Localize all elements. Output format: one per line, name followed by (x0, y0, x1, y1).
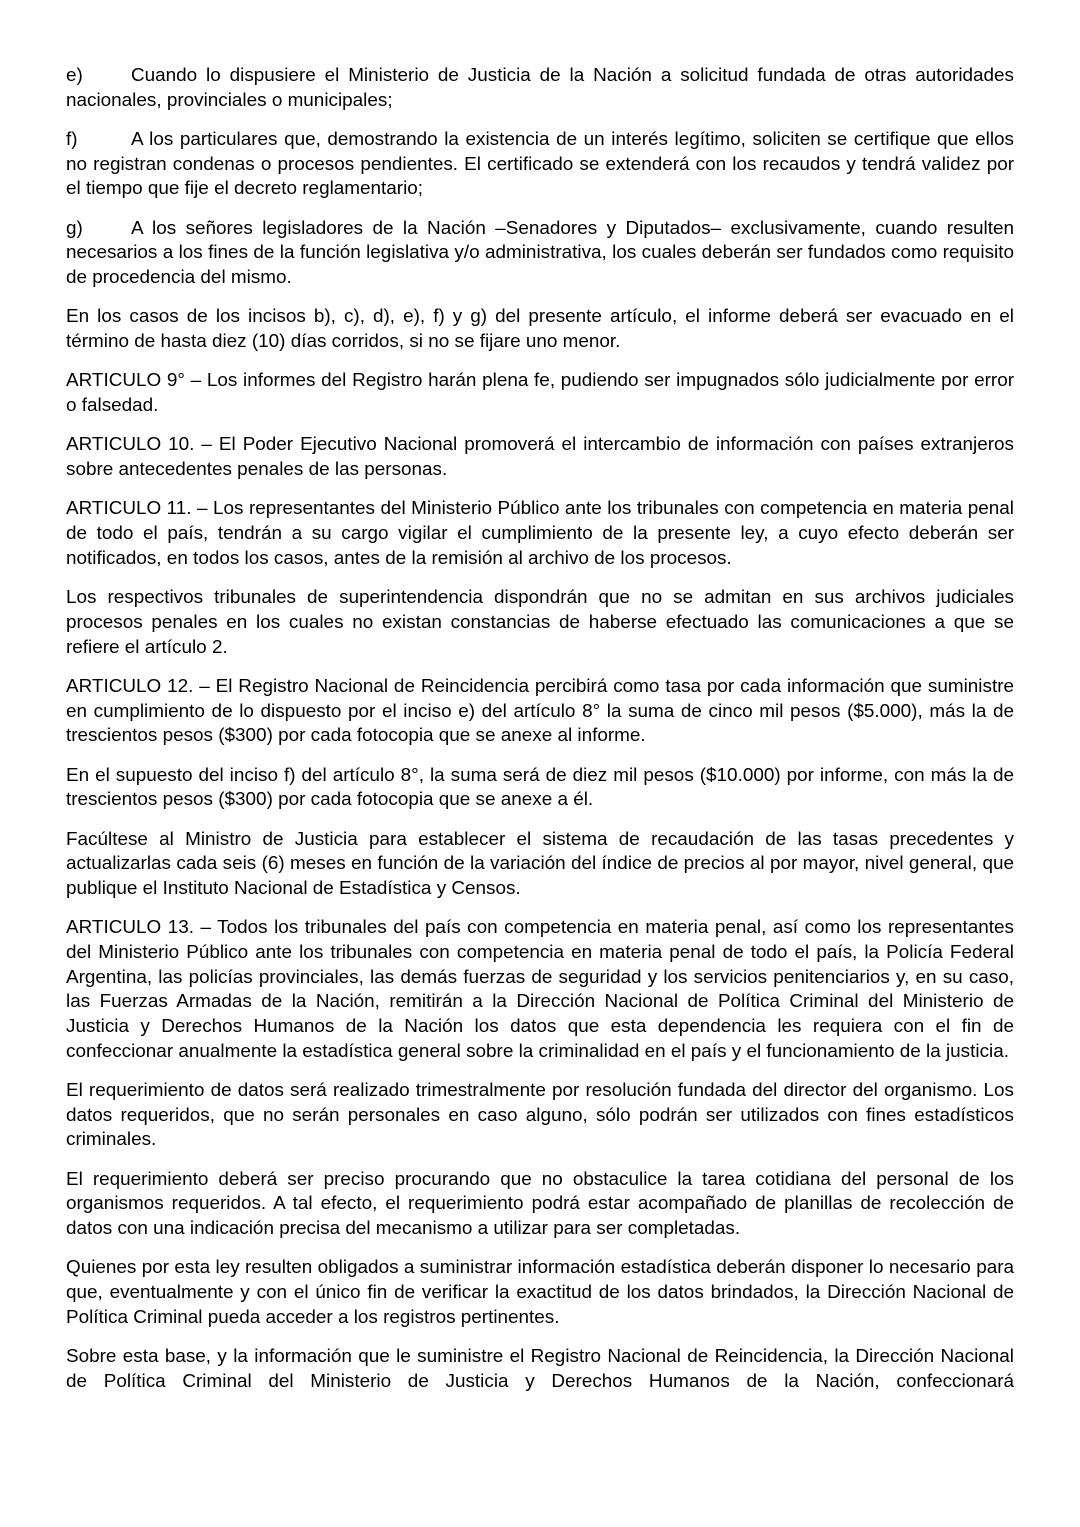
paragraph-requerimiento-datos: El requerimiento de datos será realizado trimestralmente por resolución fundada del director del organismo. Los datos requeridos, que no serán personales en caso alguno, sólo podrán ser utilizados con fines estadísticos criminales. (66, 1080, 1014, 1151)
inciso-e (66, 64, 1014, 113)
inciso-f-label: f) (66, 129, 78, 150)
paragraph-articulo-11: ARTICULO 11. – Los representantes del Ministerio Público ante los tribunales con competencia en materia penal de todo el país, tendrán a su cargo vigilar el cumplimiento de la presente ley, a cuyo efecto deberán ser notificados, en todos los casos, antes de la remisión al archivo de los procesos. (66, 498, 1014, 569)
paragraph-facultese: Facúltese al Ministro de Justicia para establecer el sistema de recaudación de las tasas precedentes y actualizarlas cada seis (6) meses en función de la variación del índice de precios al por mayor, nivel general, que publique el Instituto Nacional de Estadística y Censos. (66, 828, 1014, 899)
inciso-e-label: e) (66, 65, 83, 86)
paragraph-sobre-esta-base: Sobre esta base, y la información que le suministre el Registro Nacional de Reincidencia, la Dirección Nacional de Política Criminal del Ministerio de Justicia y Derechos Humanos de la Nación, confeccionará (66, 1346, 1014, 1392)
paragraph-tribunales-superintendencia: Los respectivos tribunales de superintendencia dispondrán que no se admitan en sus archivos judiciales procesos penales en los cuales no existan constancias de haberse efectuado las comunicaciones a que se refiere el artículo 2. (66, 587, 1014, 658)
paragraph-articulo-10: ARTICULO 10. – El Poder Ejecutivo Nacional promoverá el intercambio de información con países extranjeros sobre antecedentes penales de las personas. (66, 434, 1014, 481)
inciso-f (66, 128, 1014, 202)
document-page (66, 64, 1014, 1395)
inciso-g-label: g) (66, 217, 83, 239)
paragraph-articulo-12: ARTICULO 12. – El Registro Nacional de Reincidencia percibirá como tasa por cada información que suministre en cumplimiento de lo dispuesto por el inciso e) del artículo 8° la suma de cinco mil pesos ($5.000), más la de trescientos pesos ($300) por cada fotocopia que se anexe al informe. (66, 675, 1014, 747)
paragraph-articulo-13: ARTICULO 13. – Todos los tribunales del país con competencia en materia penal, así como los representantes del Ministerio Público ante los tribunales con competencia en materia penal de todo el país, la Policía Federal Argentina, las policías provinciales, las demás fuerzas de seguridad y los servicios penitenciarios y, en su caso, las Fuerzas Armadas de la Nación, remitirán a la Dirección Nacional de Política Criminal del Ministerio de Justicia y Derechos Humanos de la Nación los datos que esta dependencia les requiera con el fin de confeccionar anualmente la estadística general sobre la criminalidad en el país y el funcionamiento de la justicia. (66, 917, 1014, 1062)
paragraph-plazo-incisos: En los casos de los incisos b), c), d), e), f) y g) del presente artículo, el informe deberá ser evacuado en el término de hasta diez (10) días corridos, si no se fijare uno menor. (66, 306, 1014, 353)
paragraph-inciso-f-tasa: En el supuesto del inciso f) del artículo 8°, la suma será de diez mil pesos ($10.000) por informe, con más la de trescientos pesos ($300) por cada fotocopia que se anexe a él. (66, 764, 1014, 811)
paragraph-requerimiento-preciso: El requerimiento deberá ser preciso procurando que no obstaculice la tarea cotidiana del personal de los organismos requeridos. A tal efecto, el requerimiento podrá estar acompañado de planillas de recolección de datos con una indicación precisa del mecanismo a utilizar para ser completadas. (66, 1168, 1014, 1240)
inciso-e-text: Cuando lo dispusiere el Ministerio de Justicia de la Nación a solicitud fundada de otras autoridades nacionales, provinciales o municipales; (66, 65, 1014, 111)
paragraph-obligados: Quienes por esta ley resulten obligados a suministrar información estadística deberán disponer lo necesario para que, eventualmente y con el único fin de verificar la exactitud de los datos brindados, la Dirección Nacional de Política Criminal pueda acceder a los registros pertinentes. (66, 1257, 1014, 1328)
inciso-f-text: A los particulares que, demostrando la existencia de un interés legítimo, soliciten se certifique que ellos no registran condenas o procesos pendientes. El certificado se extenderá con los recaudos y tendrá validez por el tiempo que fije el decreto reglamentario; (66, 129, 1014, 200)
paragraph-articulo-9: ARTICULO 9° – Los informes del Registro harán plena fe, pudiendo ser impugnados sólo judicialmente por error o falsedad. (66, 370, 1014, 417)
inciso-g (66, 217, 1014, 291)
inciso-g-text: A los señores legisladores de la Nación –Senadores y Diputados– exclusivamente, cuando resulten necesarios a los fines de la función legislativa y/o administrativa, los cuales deberán ser fundados como requisito de procedencia del mismo. (66, 217, 1014, 289)
